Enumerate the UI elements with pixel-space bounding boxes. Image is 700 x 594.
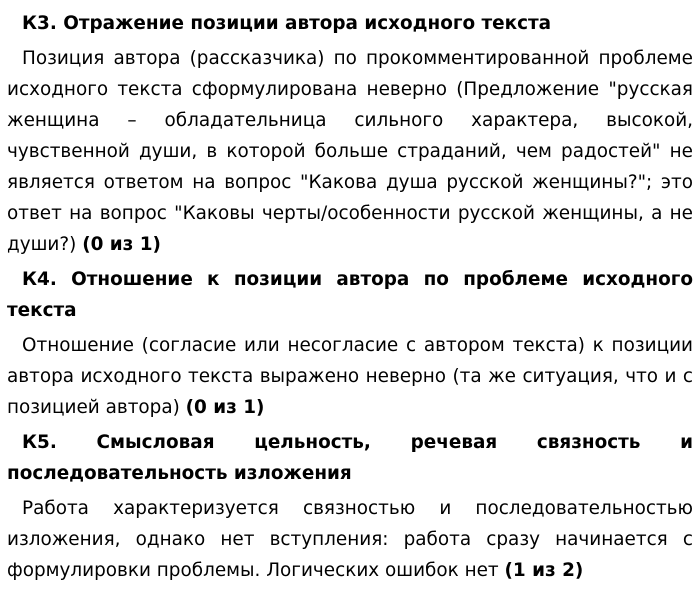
criterion-k3-score: (0 из 1) xyxy=(82,234,161,255)
criterion-k5-heading: К5. Смысловая цельность, речевая связность и последовательность изложения xyxy=(7,432,693,484)
criterion-k5-comment xyxy=(7,493,693,586)
criterion-k5-score: (1 из 2) xyxy=(504,560,584,581)
criterion-k3-heading: К3. Отражение позиции автора исходного текста xyxy=(22,13,552,34)
criterion-k3-comment-text: Позиция автора (рассказчика) по прокомментированной проблеме исходного текста сформулирована неверно (Предложение "русская женщина – обладательница сильного характера, высокой, чувственной души, в которой больше страданий, чем радостей" не является ответом на вопрос "Какова душа русской женщины?"; это ответ на вопрос "Каковы черты/особенности русской женщины, а не души?) xyxy=(7,48,693,255)
criterion-k3-comment xyxy=(7,43,693,260)
criterion-k5-comment-text: Работа характеризуется связностью и последовательностью изложения, однако нет вступления: работа сразу начинается с формулировки проблемы. Логических ошибок нет xyxy=(7,498,693,581)
criterion-k4-comment xyxy=(7,330,693,423)
criterion-k4-comment-text: Отношение (согласие или несогласие с автором текста) к позиции автора исходного текста выражено неверно (та же ситуация, что и с позицией автора) xyxy=(7,335,693,418)
criterion-k4-score: (0 из 1) xyxy=(185,397,265,418)
criterion-k4-heading: К4. Отношение к позиции автора по проблеме исходного текста xyxy=(7,269,693,321)
